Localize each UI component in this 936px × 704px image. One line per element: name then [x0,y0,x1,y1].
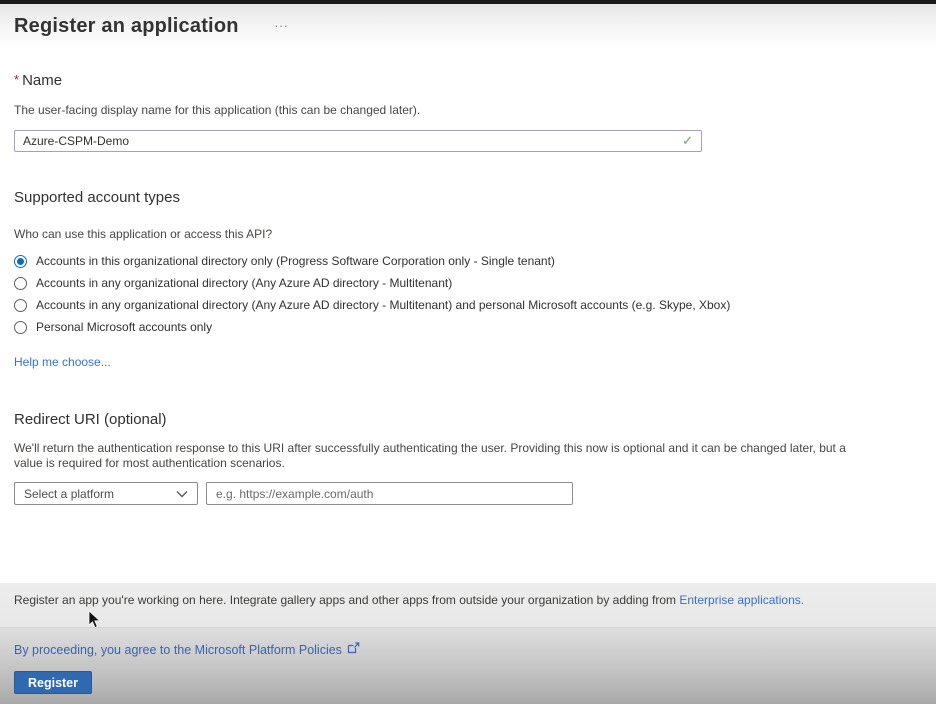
register-form [0,48,936,583]
supported-account-types-heading: Supported account types [14,189,180,206]
name-label-text: Name [22,72,63,89]
page-header [0,4,936,48]
required-asterisk: * [14,72,20,87]
account-types-radio-group [14,250,922,338]
help-me-choose-link[interactable]: Help me choose... [14,355,111,369]
radio-label: Accounts in this organizational directory only (Progress Software Corporation only - Single tenant) [36,254,555,268]
platform-select-value: Select a platform [24,486,115,501]
more-options-icon[interactable]: ... [274,15,289,30]
register-button[interactable]: Register [14,671,92,694]
account-types-question: Who can use this application or access this API? [14,227,273,241]
name-description: The user-facing display name for this application (this can be changed later). [14,103,421,117]
radio-single-tenant[interactable] [14,250,922,272]
redirect-uri-row [14,482,922,505]
page-title: Register an application [14,14,239,37]
name-input[interactable] [23,134,682,148]
radio-personal-only[interactable] [14,316,922,338]
radio-multitenant-personal[interactable] [14,294,922,316]
platform-policies-text: By proceeding, you agree to the Microsoft Platform Policies [14,642,342,657]
footer-band [0,628,936,704]
redirect-uri-description: We'll return the authentication response to this URI after successfully authenticating the user. Providing this now is optional and it can be changed later, but a value is required for most authentication scenarios. [14,441,846,470]
radio-unselected-icon [14,299,27,312]
radio-selected-icon [14,255,27,268]
platform-policies-link[interactable] [14,642,922,657]
enterprise-applications-link[interactable]: Enterprise applications. [679,593,805,607]
enterprise-apps-info-band [0,583,936,628]
radio-unselected-icon [14,277,27,290]
checkmark-icon: ✓ [682,133,693,148]
redirect-uri-heading: Redirect URI (optional) [14,411,167,428]
radio-label: Accounts in any organizational directory (Any Azure AD directory - Multitenant) [36,276,453,290]
radio-multitenant[interactable] [14,272,922,294]
enterprise-apps-info-text: Register an app you're working on here. Integrate gallery apps and other apps from outside your organization by adding from [14,593,680,607]
radio-label: Accounts in any organizational directory (Any Azure AD directory - Multitenant) and personal Microsoft accounts (e.g. Skype, Xbox) [36,298,731,312]
platform-select-dropdown[interactable] [14,482,198,505]
name-label [14,48,922,89]
name-input-wrap [14,130,702,152]
chevron-down-icon [176,485,188,503]
radio-label: Personal Microsoft accounts only [36,320,213,334]
redirect-uri-input[interactable] [206,482,573,505]
radio-unselected-icon [14,321,27,334]
external-link-icon [347,642,360,657]
